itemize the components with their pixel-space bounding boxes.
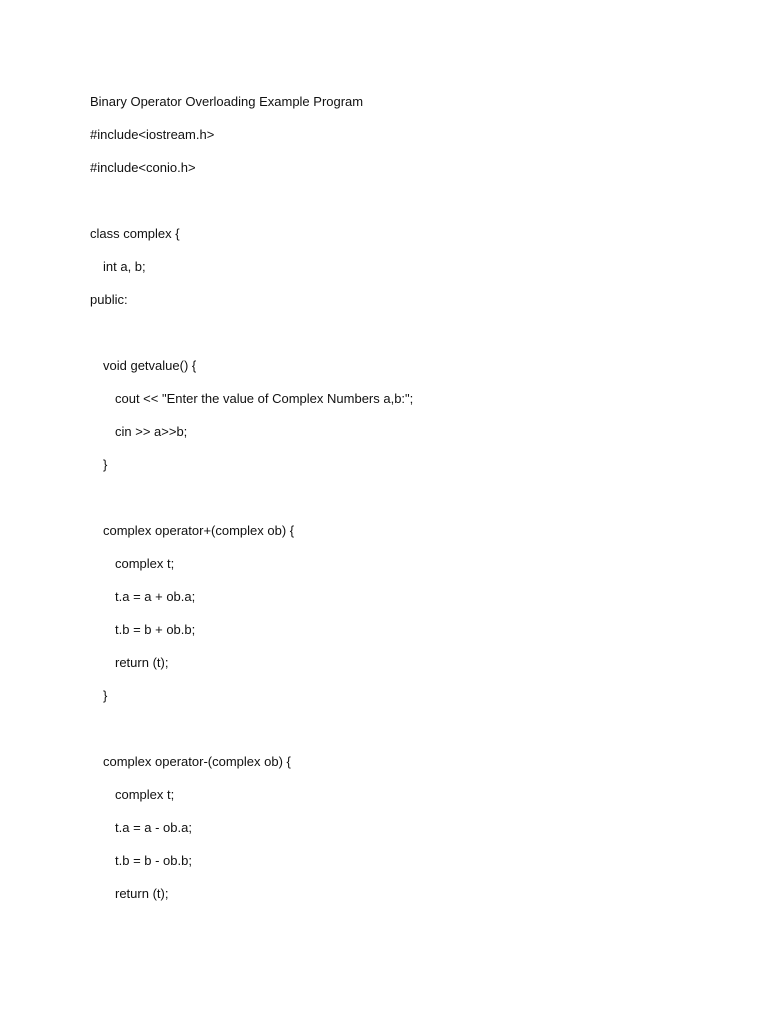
code-line: #include<conio.h> bbox=[90, 160, 196, 175]
code-line: int a, b; bbox=[103, 259, 146, 274]
code-line: t.a = a + ob.a; bbox=[115, 589, 196, 604]
document-title: Binary Operator Overloading Example Program bbox=[90, 94, 364, 109]
code-line: public: bbox=[90, 292, 128, 307]
code-line: cout << "Enter the value of Complex Numbers a,b:"; bbox=[115, 391, 414, 406]
code-line: complex operator+(complex ob) { bbox=[103, 523, 295, 538]
code-line: return (t); bbox=[115, 655, 169, 670]
code-line: } bbox=[103, 457, 108, 472]
code-line: void getvalue() { bbox=[103, 358, 197, 373]
code-line: complex t; bbox=[115, 556, 175, 571]
code-line: complex operator-(complex ob) { bbox=[103, 754, 291, 769]
blank-line bbox=[90, 323, 730, 356]
code-line: t.a = a - ob.a; bbox=[115, 820, 192, 835]
code-line: complex t; bbox=[115, 787, 175, 802]
code-line: return (t); bbox=[115, 886, 169, 901]
code-line: t.b = b + ob.b; bbox=[115, 622, 196, 637]
blank-line bbox=[90, 719, 730, 752]
code-line: class complex { bbox=[90, 226, 180, 241]
document-body bbox=[90, 92, 730, 917]
code-line: #include<iostream.h> bbox=[90, 127, 215, 142]
code-line: cin >> a>>b; bbox=[115, 424, 188, 439]
code-line: t.b = b - ob.b; bbox=[115, 853, 192, 868]
blank-line bbox=[90, 488, 730, 521]
blank-line bbox=[90, 191, 730, 224]
code-line: } bbox=[103, 688, 108, 703]
